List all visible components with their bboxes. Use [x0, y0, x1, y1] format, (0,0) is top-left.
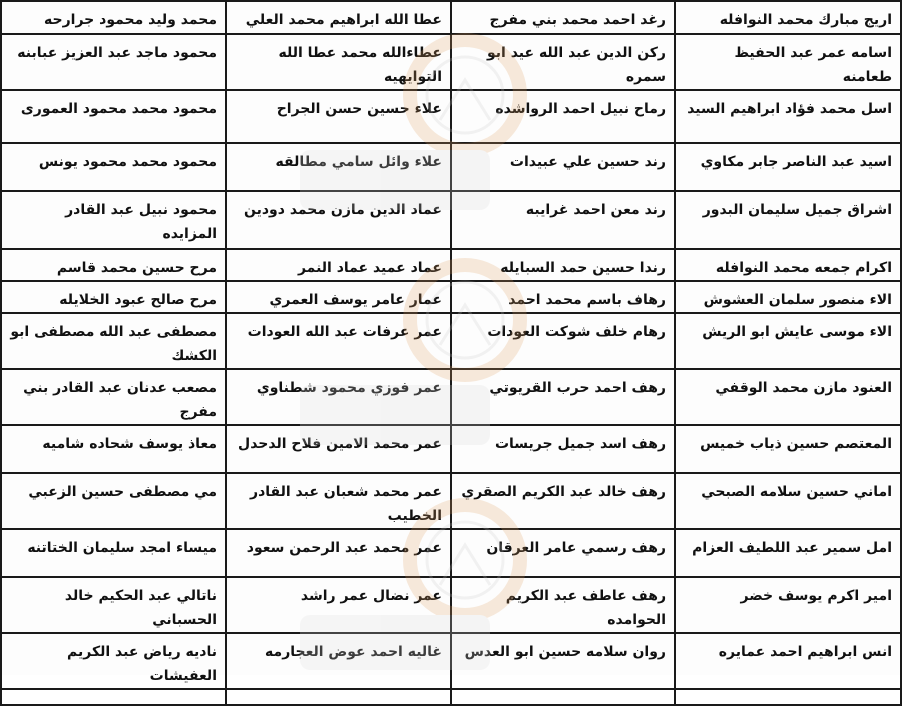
table-cell: مرح حسين محمد قاسم [1, 249, 226, 281]
table-row [1, 1, 901, 34]
table-row [1, 369, 901, 425]
table-cell: علاء حسين حسن الجراح [226, 90, 451, 143]
table-row [1, 313, 901, 369]
table-cell: عمر فوزي محمود شطناوي [226, 369, 451, 425]
table-cell: ناتالي عبد الحكيم خالد الحسباني [1, 577, 226, 633]
table-cell: عمر عرفات عبد الله العودات [226, 313, 451, 369]
table-cell: اماني حسين سلامه الصبحي [675, 473, 901, 529]
table-cell: الاء منصور سلمان العشوش [675, 281, 901, 313]
table-cell: ميساء امجد سليمان الختاتنه [1, 529, 226, 577]
table-cell: اكرام جمعه محمد النوافله [675, 249, 901, 281]
table-cell [226, 689, 451, 705]
table-row [1, 143, 901, 191]
table-cell: علاء وائل سامي مطالقه [226, 143, 451, 191]
table-cell: اشراق جميل سليمان البدور [675, 191, 901, 249]
table-cell [1, 689, 226, 705]
table-cell: امل سمير عبد اللطيف العزام [675, 529, 901, 577]
table-row [1, 249, 901, 281]
table-row [1, 191, 901, 249]
table-cell: رهام خلف شوكت العودات [451, 313, 675, 369]
table-row [1, 577, 901, 633]
table-cell: عمر نضال عمر راشد [226, 577, 451, 633]
table-cell: مرح صالح عبود الخلايله [1, 281, 226, 313]
table-cell: مصطفى عبد الله مصطفى ابو الكشك [1, 313, 226, 369]
table-cell: عمر محمد عبد الرحمن سعود [226, 529, 451, 577]
table-cell: انس ابراهيم احمد عمايره [675, 633, 901, 689]
table-cell: عطاءالله محمد عطا الله التوايهيه [226, 34, 451, 90]
table-cell: رهاف باسم محمد احمد [451, 281, 675, 313]
table-cell: عمر محمد الامين فلاح الدحدل [226, 425, 451, 473]
table-cell: رهف عاطف عبد الكريم الحوامده [451, 577, 675, 633]
table-cell: مي مصطفى حسين الزعبي [1, 473, 226, 529]
table-cell: اريج مبارك محمد النوافله [675, 1, 901, 34]
table-row [1, 529, 901, 577]
table-cell: محمود نبيل عبد القادر المزايده [1, 191, 226, 249]
table-cell: روان سلامه حسين ابو العدس [451, 633, 675, 689]
table-cell: عماد عميد عماد النمر [226, 249, 451, 281]
table-cell: رماح نبيل احمد الرواشده [451, 90, 675, 143]
table-cell: رهف احمد حرب القريوتي [451, 369, 675, 425]
table-row-partial [1, 689, 901, 705]
table-cell: عمر محمد شعبان عبد القادر الخطيب [226, 473, 451, 529]
table-cell [451, 689, 675, 705]
table-cell: رند معن احمد غرايبه [451, 191, 675, 249]
table-cell: الاء موسى عايش ابو الريش [675, 313, 901, 369]
table-row [1, 633, 901, 689]
table-cell [675, 689, 901, 705]
table-cell: عطا الله ابراهيم محمد العلي [226, 1, 451, 34]
table-cell: ركن الدين عبد الله عيد ابو سمره [451, 34, 675, 90]
table-cell: المعتصم حسين ذياب خميس [675, 425, 901, 473]
table-cell: اسيد عبد الناصر جابر مكاوي [675, 143, 901, 191]
table-cell: رهف رسمي عامر العرقان [451, 529, 675, 577]
table-cell: ناديه رياض عبد الكريم العفيشات [1, 633, 226, 689]
table-row [1, 90, 901, 143]
table-row [1, 281, 901, 313]
table-cell: غاليه احمد عوض العجارمه [226, 633, 451, 689]
table-cell: رند حسين علي عبيدات [451, 143, 675, 191]
table-cell: العنود مازن محمد الوقفي [675, 369, 901, 425]
table-row [1, 425, 901, 473]
table-cell: محمود محمد محمود العمورى [1, 90, 226, 143]
table-cell: اسل محمد فؤاد ابراهيم السيد [675, 90, 901, 143]
table-cell: محمد وليد محمود جرارحه [1, 1, 226, 34]
table-cell: رهف اسد جميل جريسات [451, 425, 675, 473]
table-cell: عماد الدين مازن محمد دودين [226, 191, 451, 249]
table-cell: معاذ يوسف شحاده شاميه [1, 425, 226, 473]
table-cell: محمود محمد محمود يونس [1, 143, 226, 191]
table-cell: اسامه عمر عبد الحفيظ طعامنه [675, 34, 901, 90]
table-row [1, 473, 901, 529]
table-cell: رغد احمد محمد بني مفرج [451, 1, 675, 34]
table-cell: محمود ماجد عبد العزيز عبابنه [1, 34, 226, 90]
table-row [1, 34, 901, 90]
table-cell: رهف خالد عبد الكريم الصقري [451, 473, 675, 529]
table-cell: عمار عامر يوسف العمري [226, 281, 451, 313]
table-cell: امير اكرم يوسف خضر [675, 577, 901, 633]
table-cell: رندا حسين حمد السبايله [451, 249, 675, 281]
table-cell: مصعب عدنان عبد القادر بني مفرج [1, 369, 226, 425]
